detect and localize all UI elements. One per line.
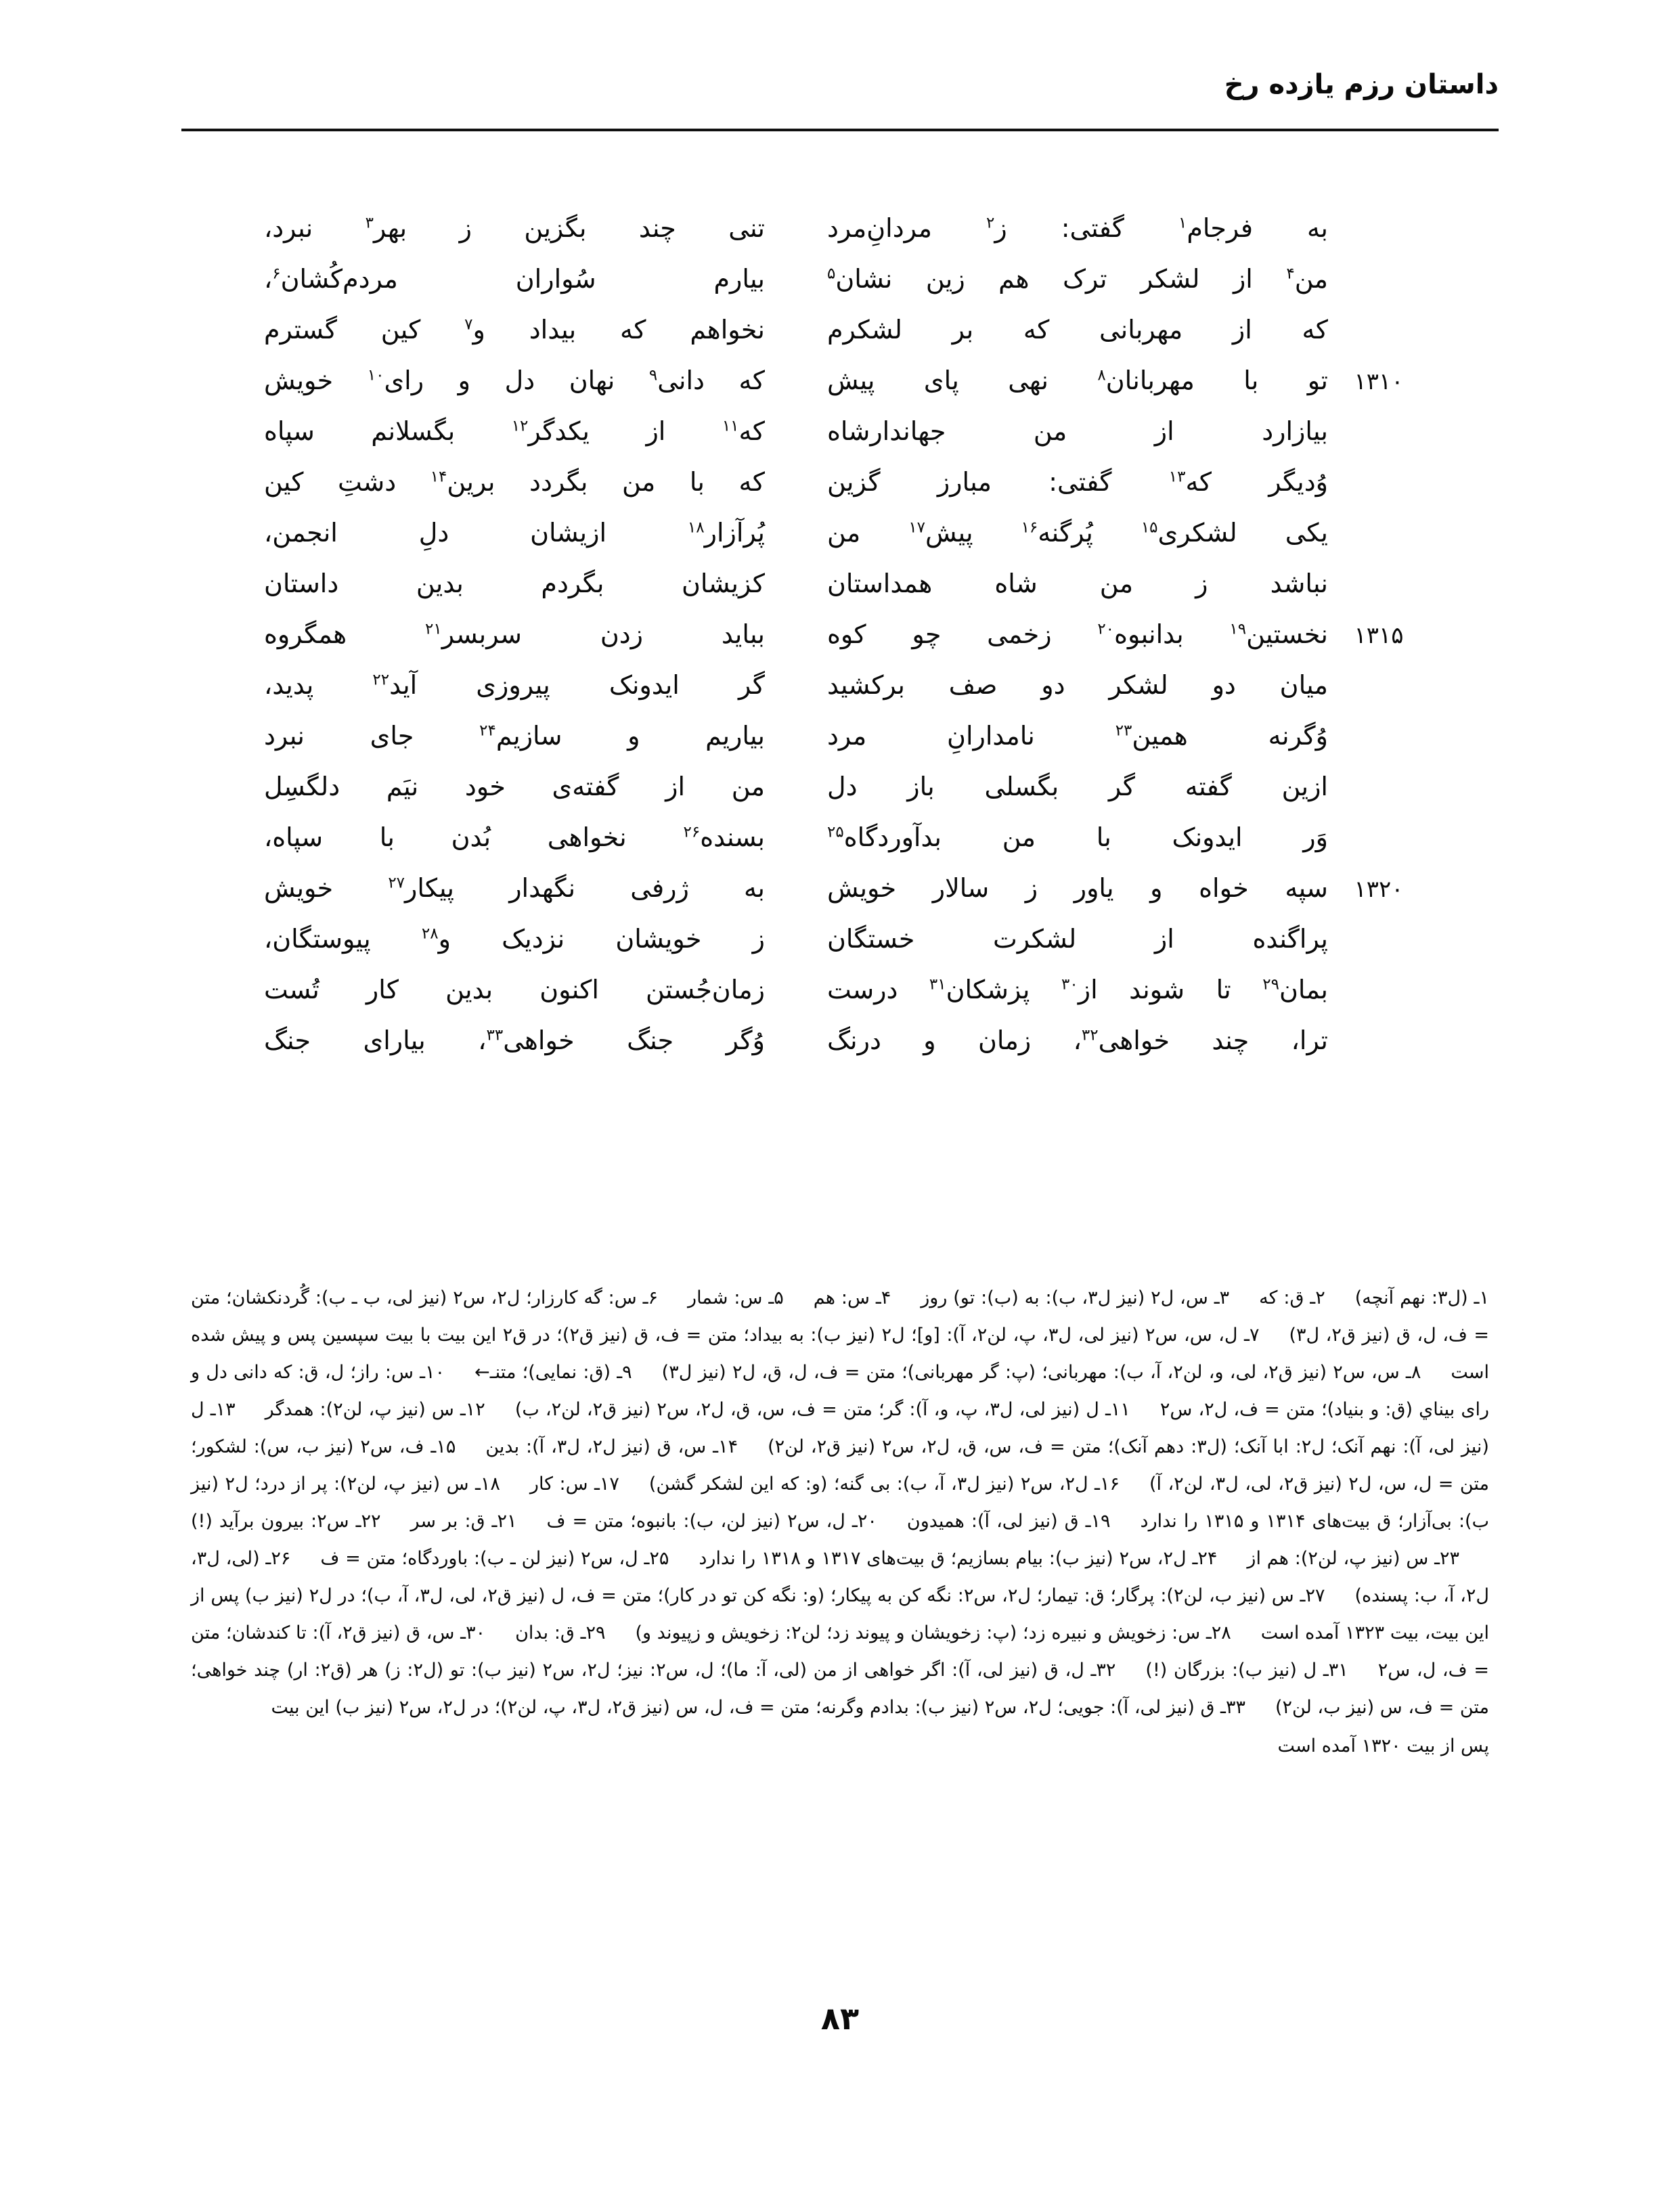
apparatus-note-separator [500, 1465, 530, 1503]
hemistich-first: بمان$^{۲۹}$ تا شوند از$^{۳۰}$ پزشکان$^{۳۱}$ درست [827, 975, 1328, 1004]
verse-couplet [257, 406, 1423, 457]
header-divider-rule [181, 129, 1499, 131]
apparatus-note-separator [1325, 1279, 1355, 1317]
apparatus-note-separator [485, 1391, 515, 1428]
verse-couplet [257, 508, 1423, 558]
apparatus-note: ۷ـ ل، س، س۲ (نیز لی، ل۳، پ، لن۲، آ): [و]؛ ل۲ (نیز ب): به بیداد؛ متن = ف، ق (نیز ق۲)؛ در ق۲ این بیت با بیت سپسین پس و پیش شده است [191, 1325, 1489, 1383]
apparatus-note-separator [1325, 1577, 1354, 1614]
apparatus-note: ۲۷ـ س (نیز ب، لن۲): پرگار؛ ق: تیمار؛ ل۲، س۲: نگه کن به پیکار؛ (و: نگه کن تو در کار)؛ متن = ف، ل (نیز ق۲، لی، ل۳، آ، ب)؛ در ل۲ (نیز ب) پس از این بیت، بیت ۱۳۲۳ آمده است [191, 1585, 1489, 1643]
apparatus-note: ۲۳ـ س (نیز پ، لن۲): هم از [1247, 1548, 1460, 1569]
apparatus-note: ۲۴ـ ل۲، س۲ (نیز ب): بیام بسازیم؛ ق بیت‌های ۱۳۱۷ و ۱۳۱۸ را ندارد [699, 1548, 1218, 1569]
running-head-title: داستان رزم یازده رخ [1224, 69, 1499, 100]
hemistich-first: وُدیگر که$^{۱۳}$ گفتی: مبارز گزین [827, 467, 1329, 497]
verse-couplet [257, 609, 1423, 660]
apparatus-note-separator [1348, 1652, 1378, 1689]
apparatus-note: ۲۲ـ س۲: بیرون برآید (!) [191, 1511, 381, 1532]
hemistich-first: که از مهربانی که بر لشکرم [827, 315, 1328, 345]
verse-block [257, 203, 1423, 1066]
apparatus-note-separator [485, 1614, 515, 1652]
apparatus-note: ۱۷ـ س: کار [529, 1474, 619, 1495]
apparatus-note-separator [619, 1465, 649, 1503]
hemistich-second: بیارم سُواران مردم‌کُشان$^۶$، [264, 264, 765, 294]
apparatus-note-separator [1459, 1540, 1489, 1577]
apparatus-note: ۱۴ـ س، ق (نیز ل۲، ل۳، آ): بدین [485, 1436, 738, 1457]
apparatus-note: ۲۶ـ (لی، ل۳، ل۲، آ، ب: پسنده) [191, 1548, 1489, 1606]
apparatus-note: ۱۵ـ ف، س۲ (نیز ب، س): لشکور؛ متن = ل، س، ل۲ (نیز ق۲، لی، ل۳، لن۲، آ) [191, 1436, 1489, 1495]
hemistich-second: که$^{۱۱}$ از یکدگر$^{۱۲}$ بگسلانم سپاه [264, 416, 765, 446]
hemistich-first: وَر ایدونک با من بدآوردگاه$^{۲۵}$ [827, 822, 1328, 852]
apparatus-note: ۱۲ـ س (نیز پ، لن۲): همدگر [265, 1399, 485, 1420]
apparatus-note: ۳۲ـ ل، ق (نیز لی، آ): اگر خواهی از من (لی، آ: ما)؛ ل، س۲: نیز؛ ل۲، س۲ (نیز ب): تو (ل۲: ز) هر (ق۲: ار) چند خواهی؛ متن = ف، س (نیز ب، لن۲) [191, 1660, 1489, 1718]
apparatus-closing-line: پس از بیت ۱۳۲۰ آمده است [1277, 1735, 1489, 1756]
apparatus-note-separator [1120, 1465, 1149, 1503]
hemistich-second: بیاریم و سازیم$^{۲۴}$ جای نبرد [264, 721, 766, 751]
verse-couplet [257, 558, 1423, 609]
apparatus-note: ۱۳ـ ل (نیز لی، آ): نهم آنک؛ ل۲: ابا آنک؛ (ل۳: دهم آنک)؛ متن = ف، س، ق، ل۲، س۲ (نیز ق۲، لن۲) [191, 1399, 1489, 1457]
apparatus-note: ۲ـ ق: که [1259, 1287, 1325, 1308]
apparatus-note: ۱۸ـ س (نیز پ، لن۲): پر از درد؛ ل۲ (نیز ب): بی‌آزار؛ ق بیت‌های ۱۳۱۴ و ۱۳۱۵ را ندارد [191, 1474, 1490, 1532]
verse-couplet [257, 203, 1423, 254]
apparatus-note-separator [1229, 1279, 1259, 1317]
hemistich-first: ازین گفته گر بگسلی باز دل [827, 772, 1328, 801]
apparatus-note: ۳۰ـ س، ق (نیز ق۲، آ): تا کندشان؛ متن = ف، ل، س۲ [191, 1622, 1489, 1681]
apparatus-note-separator [658, 1279, 688, 1317]
apparatus-note: ۳۱ـ ل (نیز ب): بزرگان (!) [1145, 1660, 1348, 1681]
apparatus-note-separator [1217, 1540, 1247, 1577]
hemistich-second: من از گفته‌ی خود نیَم دلگسِل [264, 772, 765, 801]
verse-couplet [257, 305, 1423, 355]
apparatus-note: ۲۵ـ ل، س۲ (نیز لن ـ ب): باوردگاه؛ متن = ف [320, 1548, 669, 1569]
verse-couplet [257, 1015, 1423, 1066]
verse-line-number: ۱۳۲۰ [1354, 876, 1404, 903]
hemistich-second: نخواهم که بیداد و$^۷$ کین گسترم [264, 315, 765, 345]
verse-couplet [257, 812, 1423, 863]
hemistich-first: سپه خواه و یاور ز سالار خویش [827, 873, 1328, 903]
apparatus-note-separator [877, 1503, 907, 1540]
hemistich-first: میان دو لشکر دو صف برکشید [827, 670, 1328, 700]
apparatus-note: ۱۱ـ ل (نیز لی، ل۳، پ، و، آ): گر؛ متن = ف، س، ق، ل۲، س۲ (نیز ق۲، لن۲، ب) [514, 1399, 1130, 1420]
apparatus-note-separator [738, 1428, 768, 1465]
apparatus-note-separator [381, 1503, 411, 1540]
verse-couplet [257, 254, 1423, 305]
apparatus-note: ۴ـ س: هم [813, 1287, 891, 1308]
verse-line-number: ۱۳۱۰ [1354, 368, 1404, 395]
hemistich-first: به فرجام$^۱$ گفتی: ز$^۲$ مردانِ‌مرد [827, 213, 1328, 243]
hemistich-second: ز خویشان نزدیک و$^{۲۸}$ پیوستگان، [264, 924, 766, 954]
apparatus-note: ۲۸ـ س: زخویش و نبیره زد؛ (پ: زخویشان و پیوند زد؛ لن۲: زخویش و زپیوند و) [635, 1622, 1231, 1643]
hemistich-first: نخستین$^{۱۹}$ بدانبوه$^{۲۰}$ زخمی چو کوه [827, 619, 1328, 649]
hemistich-second: به ژرفی نگهدار پیکار$^{۲۷}$ خویش [264, 873, 765, 903]
hemistich-first: پراگنده از لشکرت خستگان [827, 924, 1328, 954]
apparatus-note: ۶ـ س: گه کارزار؛ ل۲، س۲ (نیز لی، ب ـ ب): گُردنکشان؛ متن = ف، ل، ق (نیز ق۲، ل۳) [191, 1287, 1490, 1346]
verse-couplet [257, 457, 1423, 508]
apparatus-note-separator [1111, 1503, 1141, 1540]
verse-line-number: ۱۳۱۵ [1354, 622, 1404, 649]
hemistich-first: من$^۴$ از لشکر ترک هم زین نشان$^۵$ [827, 264, 1328, 294]
hemistich-second: کزیشان بگردم بدین داستان [264, 569, 765, 598]
verse-couplet [257, 965, 1423, 1015]
apparatus-note: ۱۰ـ س: راز؛ ل، ق: که دانی دل و رای بیناي (ق: و بنیاد)؛ متن = ف، ل۲، س۲ [191, 1362, 1489, 1420]
apparatus-note-separator [1421, 1354, 1451, 1391]
hemistich-second: وُگر جنگ خواهی$^{۳۳}$، بیارای جنگ [264, 1025, 765, 1055]
apparatus-note-separator [1259, 1317, 1289, 1354]
hemistich-second: بباید زدن سربسر$^{۲۱}$ همگروه [264, 619, 765, 649]
verse-couplet [257, 914, 1423, 965]
hemistich-second: تنی چند بگزین ز بهر$^۳$ نبرد، [264, 213, 765, 243]
verse-couplet [257, 355, 1423, 406]
critical-apparatus [191, 1279, 1489, 1765]
apparatus-note-separator [1130, 1391, 1160, 1428]
hemistich-first: بیازارد از من جهاندارشاه [827, 416, 1328, 446]
apparatus-note-separator [456, 1428, 485, 1465]
verse-couplet [257, 711, 1423, 761]
apparatus-note: ۱ـ (ل۳: نهم آنچه) [1354, 1287, 1489, 1308]
apparatus-note: ۳۳ـ ق (نیز لی، آ): جویی؛ ل۲، س۲ (نیز ب): بدادم وگرنه؛ متن = ف، ل، س (نیز ق۲، ل۳، پ، لن۲)؛ در ل۲، س۲ (نیز ب) این بیت [271, 1697, 1245, 1718]
apparatus-note-separator [236, 1391, 265, 1428]
running-head [181, 65, 1499, 112]
apparatus-note-separator [1245, 1689, 1275, 1726]
apparatus-note-separator [891, 1279, 921, 1317]
hemistich-second: که دانی$^۹$ نهان دل و رای$^{۱۰}$ خویش [264, 366, 765, 395]
apparatus-note-separator [1231, 1614, 1261, 1652]
verse-couplet [257, 660, 1423, 711]
apparatus-note-separator [669, 1540, 699, 1577]
hemistich-second: که با من بگردد برین$^{۱۴}$ دشتِ کین [264, 467, 766, 497]
apparatus-note: ۱۶ـ ل۲، س۲ (نیز ل۳، آ، ب): بی گنه؛ (و: که این لشکر گشن) [648, 1474, 1120, 1495]
apparatus-note: ۲۱ـ ق: بر سر [410, 1511, 517, 1532]
apparatus-note: ۲۹ـ ق: بدان [515, 1622, 606, 1643]
apparatus-note-separator [632, 1354, 662, 1391]
apparatus-note-separator [1115, 1652, 1145, 1689]
hemistich-first: وُگرنه همین$^{۲۳}$ نامدارانِ مرد [827, 721, 1328, 751]
hemistich-first: نباشد ز من شاه همداستان [827, 569, 1328, 598]
hemistich-second: زمان‌جُستن اکنون بدین کار تُست [264, 975, 765, 1004]
apparatus-note: ۵ـ س: شمار [688, 1287, 784, 1308]
apparatus-note-separator [445, 1354, 474, 1391]
apparatus-note-separator [290, 1540, 320, 1577]
hemistich-first: یکی لشکری$^{۱۵}$ پُرگنه$^{۱۶}$ پیش$^{۱۷}$ من [827, 518, 1328, 548]
hemistich-second: گر ایدونک پیروزی آید$^{۲۲}$ پدید، [264, 670, 765, 700]
apparatus-note: ۲۰ـ ل، س۲ (نیز لن، ب): بانبوه؛ متن = ف [546, 1511, 877, 1532]
hemistich-second: پُرآزار$^{۱۸}$ ازیشان دلِ انجمن، [264, 518, 765, 548]
apparatus-note: ۸ـ س، س۲ (نیز ق۲، لی، و، لن۲، آ، ب): مهربانی؛ (پ: گر مهربانی)؛ متن = ف، ل، ق، ل۲ (نیز ل۳) [661, 1362, 1421, 1383]
folio-number: ۸۳ [820, 2000, 860, 2037]
apparatus-note: ۹ـ (ق: نمایی)؛ متنـ← [474, 1362, 632, 1383]
apparatus-note-separator [516, 1503, 546, 1540]
apparatus-note-separator [606, 1614, 636, 1652]
apparatus-note: ۱۹ـ ق (نیز لی، آ): همیدون [906, 1511, 1111, 1532]
hemistich-first: ترا، چند خواهی$^{۳۲}$، زمان و درنگ [827, 1025, 1328, 1055]
apparatus-note: ۳ـ س، ل۲ (نیز ل۳، ب): به (ب): تو) روز [921, 1287, 1230, 1308]
verse-couplet [257, 761, 1423, 812]
apparatus-note-separator [784, 1279, 814, 1317]
hemistich-first: تو با مهربانان$^۸$ نهی پای پیش [827, 366, 1329, 395]
verse-couplet [257, 863, 1423, 914]
hemistich-second: بسنده$^{۲۶}$ نخواهی بُدن با سپاه، [264, 822, 765, 852]
